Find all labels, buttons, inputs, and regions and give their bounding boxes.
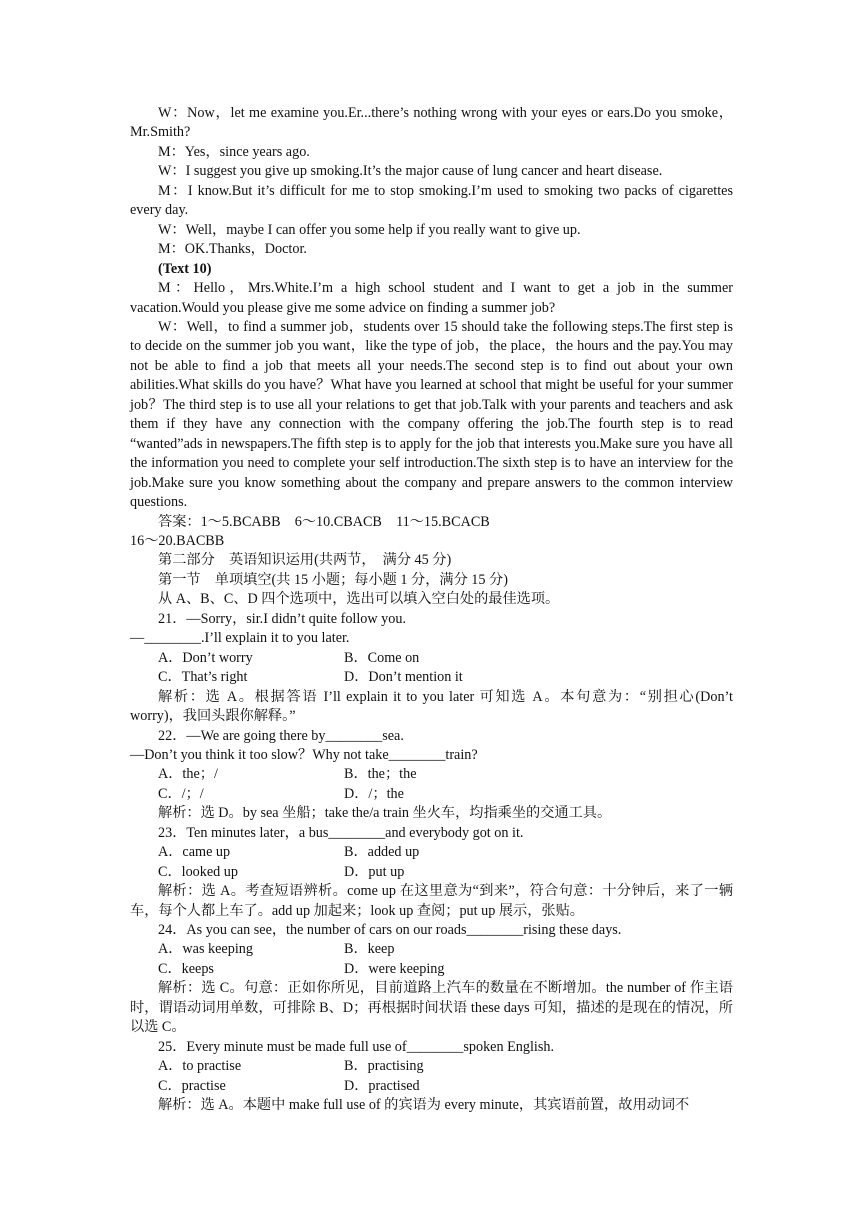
answers-line: 16～20.BACBB	[130, 532, 225, 549]
instruction: 从 A、B、C、D 四个选项中，选出可以填入空白处的最佳选项。	[158, 591, 560, 608]
option: C．practise	[158, 1077, 226, 1094]
question-stem: 25．Every minute must be made full use of________spoken English.	[158, 1038, 555, 1055]
options-row	[130, 863, 733, 882]
option: D．were keeping	[344, 960, 445, 977]
option: B．practising	[344, 1058, 424, 1075]
option: B．keep	[344, 941, 395, 958]
question-stem: —Don’t you think it too slow？Why not take________train?	[130, 746, 478, 763]
options-row	[130, 1077, 733, 1096]
question-stem: 24．As you can see，the number of cars on our roads________rising these days.	[158, 922, 622, 939]
question-stem: —________.I’ll explain it to you later.	[130, 630, 350, 647]
section-title: 第一节 单项填空(共 15 小题；每小题 1 分，满分 15 分)	[158, 571, 508, 588]
text10-title: (Text 10)	[158, 260, 212, 277]
option: C．That’s right	[158, 669, 248, 686]
options-row	[130, 843, 733, 862]
analysis: 解析：选 D。by sea 坐船；take the/a train 坐火车，均指乘坐的交通工具。	[158, 805, 612, 822]
options-row	[130, 940, 733, 959]
option: A．came up	[158, 844, 231, 861]
dialogue-line: M：Yes，since years ago.	[158, 143, 310, 160]
option: C．/；/	[158, 785, 204, 802]
option: D．/；the	[344, 785, 404, 802]
option: B．added up	[344, 844, 420, 861]
option: B．the；the	[344, 766, 417, 783]
options-row	[130, 960, 733, 979]
option: C．keeps	[158, 960, 214, 977]
analysis: 解析：选 A。根据答语 I’ll explain it to you later 可知选 A。本句意为：“别担心(Don’t worry)，我回头跟你解释。”	[130, 688, 733, 725]
dialogue-line: W：I suggest you give up smoking.It’s the major cause of lung cancer and heart disease.	[158, 163, 663, 180]
question-stem: 23．Ten minutes later，a bus________and everybody got on it.	[158, 824, 524, 841]
option: C．looked up	[158, 863, 238, 880]
options-row	[130, 765, 733, 784]
dialogue-line: M：OK.Thanks，Doctor.	[158, 241, 307, 258]
dialogue-line: W：Well，to find a summer job，students over 15 should take the following steps.The first step is to decide on the summer job you want，like the type of job，the place，the hours and the pay.You may not be able to find a job that meets all your needs.The second step is to find out about your own abilities.What skills do you have？What have you learned at school that might be useful for your summer job？The third step is to use all your relations to get that job.Talk with your parents and teachers and ask them if they have any connection with the company offering the job.The fourth step is to read “wanted”ads in newspapers.The fifth step is to apply for the job that interests you.Make sure you have all the information you need to complete your self introduction.The sixth step is to have an interview for the job.Make sure you know something about the company and prepare answers to the common interview questions.	[130, 318, 733, 511]
options-row	[130, 649, 733, 668]
options-row	[130, 668, 733, 687]
option: D．put up	[344, 863, 405, 880]
question-stem: 21．—Sorry，sir.I didn’t quite follow you.	[158, 610, 407, 627]
options-row	[130, 785, 733, 804]
document-page	[130, 104, 733, 1116]
part-title: 第二部分 英语知识运用(共两节， 满分 45 分)	[158, 552, 452, 569]
option: A．Don’t worry	[158, 649, 253, 666]
answers-line: 答案：1～5.BCABB 6～10.CBACB 11～15.BCACB	[158, 513, 490, 530]
options-row	[130, 1057, 733, 1076]
analysis: 解析：选 C。句意：正如你所见，目前道路上汽车的数量在不断增加。the number of 作主语时，谓语动词用单数，可排除 B、D；再根据时间状语 these days 可知，描述的是现在的情况，所以选 C。	[130, 980, 733, 1036]
dialogue-line: M：Hello，Mrs.White.I’m a high school student and I want to get a job in the summer vacation.Would you please give me some advice on finding a summer job?	[130, 280, 733, 316]
option: D．practised	[344, 1077, 420, 1094]
option: A．the；/	[158, 766, 218, 783]
dialogue-line: M：I know.But it’s difficult for me to stop smoking.I’m used to smoking two packs of cigarettes every day.	[130, 182, 733, 219]
dialogue-line: W：Well，maybe I can offer you some help if you really want to give up.	[158, 221, 581, 238]
analysis: 解析：选 A。本题中 make full use of 的宾语为 every minute，其宾语前置，故用动词不	[158, 1097, 690, 1114]
option: A．was keeping	[158, 941, 253, 958]
question-stem: 22．—We are going there by________sea.	[158, 727, 404, 744]
option: A．to practise	[158, 1058, 242, 1075]
dialogue-line: W：Now，let me examine you.Er...there’s nothing wrong with your eyes or ears.Do you smoke，Mr.Smith?	[130, 105, 733, 141]
option: B．Come on	[344, 649, 420, 666]
analysis: 解析：选 A。考查短语辨析。come up 在这里意为“到来”，符合句意：十分钟后，来了一辆车，每个人都上车了。add up 加起来；look up 查阅；put up 展示，张贴。	[130, 883, 733, 919]
option: D．Don’t mention it	[344, 669, 463, 686]
